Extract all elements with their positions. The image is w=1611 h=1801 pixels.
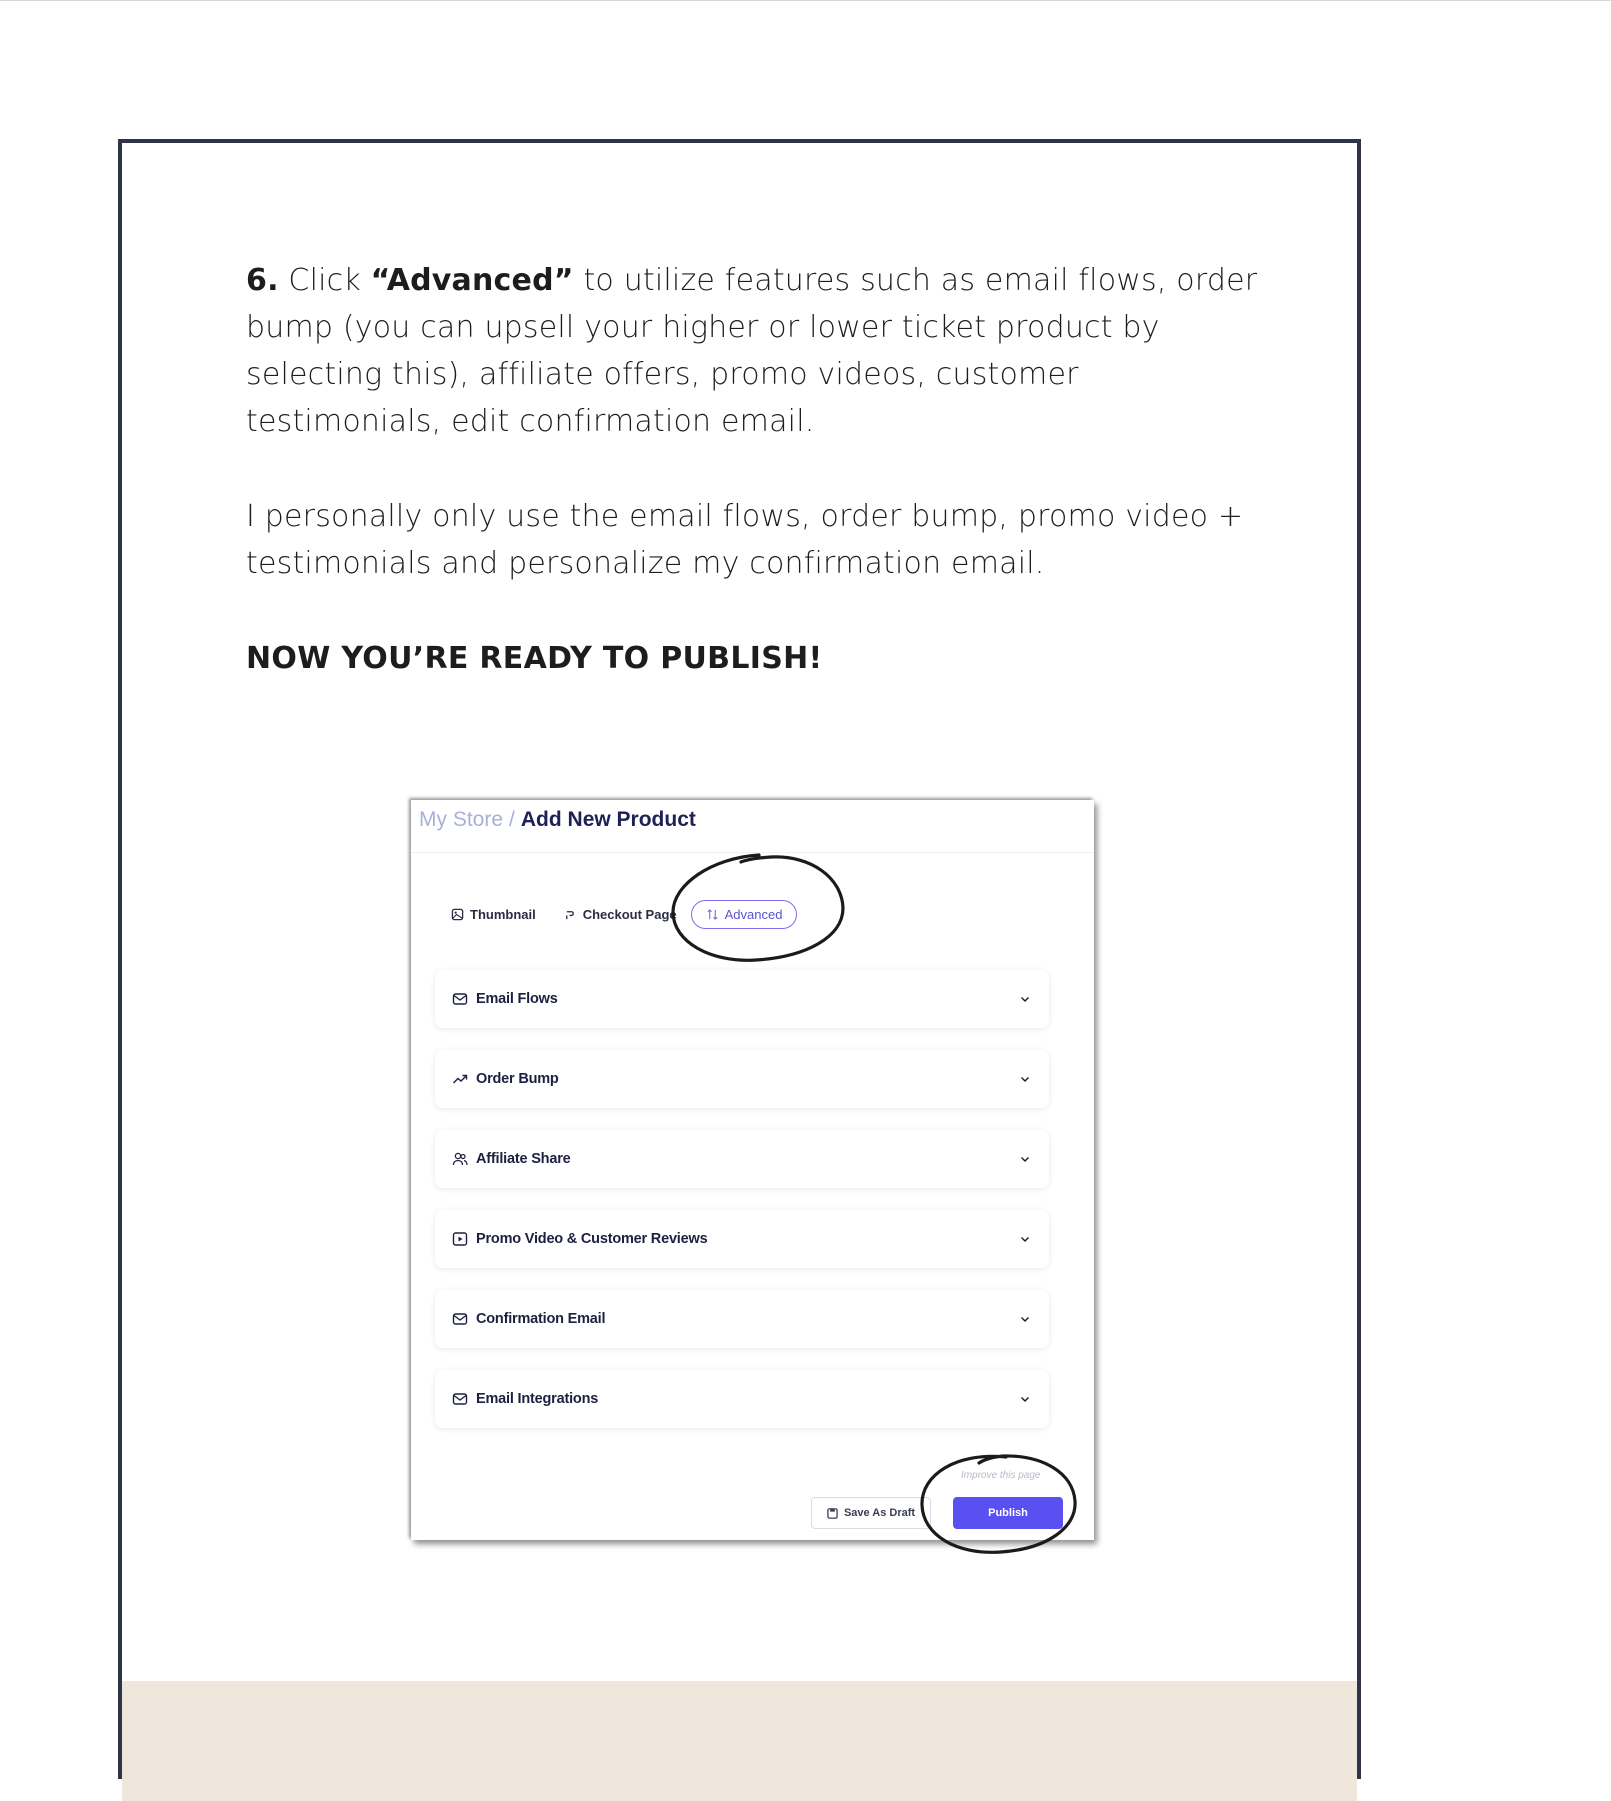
- top-rule: [0, 0, 1611, 1]
- section-label: Order Bump: [476, 1071, 559, 1087]
- publish-heading: NOW YOU’RE READY TO PUBLISH!: [246, 641, 823, 676]
- personal-note: I personally only use the email flows, order bump, promo video + testimonials and personalize my confirmation email.: [246, 499, 1244, 581]
- chevron-down-icon[interactable]: [1019, 1313, 1031, 1325]
- chevron-down-icon[interactable]: [1019, 993, 1031, 1005]
- tab-advanced-label: Advanced: [724, 906, 783, 922]
- section-order-bump[interactable]: [435, 1050, 1049, 1108]
- section-email-integrations[interactable]: [435, 1370, 1049, 1428]
- product-editor-screenshot: [411, 800, 1094, 1540]
- section-confirmation-email[interactable]: [435, 1290, 1049, 1348]
- section-label: Promo Video & Customer Reviews: [476, 1231, 708, 1247]
- footer-band: [122, 1681, 1357, 1801]
- improve-page-link[interactable]: Improve this page: [961, 1470, 1041, 1481]
- chevron-down-icon[interactable]: [1019, 1073, 1031, 1085]
- breadcrumb-current: Add New Product: [520, 808, 696, 831]
- tab-checkout-page[interactable]: [564, 907, 677, 922]
- breadcrumb-separator: /: [509, 808, 515, 831]
- save-draft-button[interactable]: [811, 1497, 931, 1529]
- play-icon: [452, 1231, 468, 1247]
- sort-icon: [706, 908, 719, 921]
- tab-checkout-label: Checkout Page: [582, 906, 677, 922]
- tab-advanced[interactable]: [691, 900, 798, 929]
- instruction-text: [246, 257, 1276, 682]
- chevron-down-icon[interactable]: [1019, 1233, 1031, 1245]
- users-icon: [452, 1151, 468, 1167]
- publish-button[interactable]: Publish: [953, 1497, 1063, 1529]
- advanced-sections: [435, 970, 1049, 1450]
- section-label: Email Flows: [476, 991, 558, 1007]
- step-paragraph: [246, 257, 1276, 445]
- step-description: to utilize features such as email flows, order bump (you can upsell your higher or lower ticket product by selecting this), affiliate offers, promo videos, customer testimonials, edit confirmation email.: [246, 263, 1258, 439]
- link-icon: [564, 908, 577, 921]
- editor-tabs: [451, 897, 825, 931]
- breadcrumb-store[interactable]: My Store: [419, 808, 504, 831]
- section-label: Email Integrations: [476, 1391, 599, 1407]
- mail-icon: [452, 1391, 468, 1407]
- tab-thumbnail-label: Thumbnail: [470, 906, 536, 922]
- save-icon: [827, 1508, 838, 1519]
- step-number: 6.: [246, 263, 279, 298]
- save-draft-label: Save As Draft: [843, 1507, 916, 1519]
- chevron-down-icon[interactable]: [1019, 1393, 1031, 1405]
- section-email-flows[interactable]: [435, 970, 1049, 1028]
- breadcrumb: [419, 808, 696, 832]
- mail-icon: [452, 1311, 468, 1327]
- section-label: Confirmation Email: [476, 1311, 606, 1327]
- image-icon: [451, 908, 464, 921]
- tab-thumbnail[interactable]: [451, 907, 536, 922]
- mail-icon: [452, 991, 468, 1007]
- trend-up-icon: [452, 1071, 468, 1087]
- step-highlight: “Advanced”: [370, 263, 574, 298]
- step-verb: Click: [288, 263, 361, 298]
- section-affiliate-share[interactable]: [435, 1130, 1049, 1188]
- header-divider: [411, 852, 1094, 853]
- section-promo-video[interactable]: [435, 1210, 1049, 1268]
- page-frame: [118, 139, 1361, 1779]
- chevron-down-icon[interactable]: [1019, 1153, 1031, 1165]
- section-label: Affiliate Share: [476, 1151, 571, 1167]
